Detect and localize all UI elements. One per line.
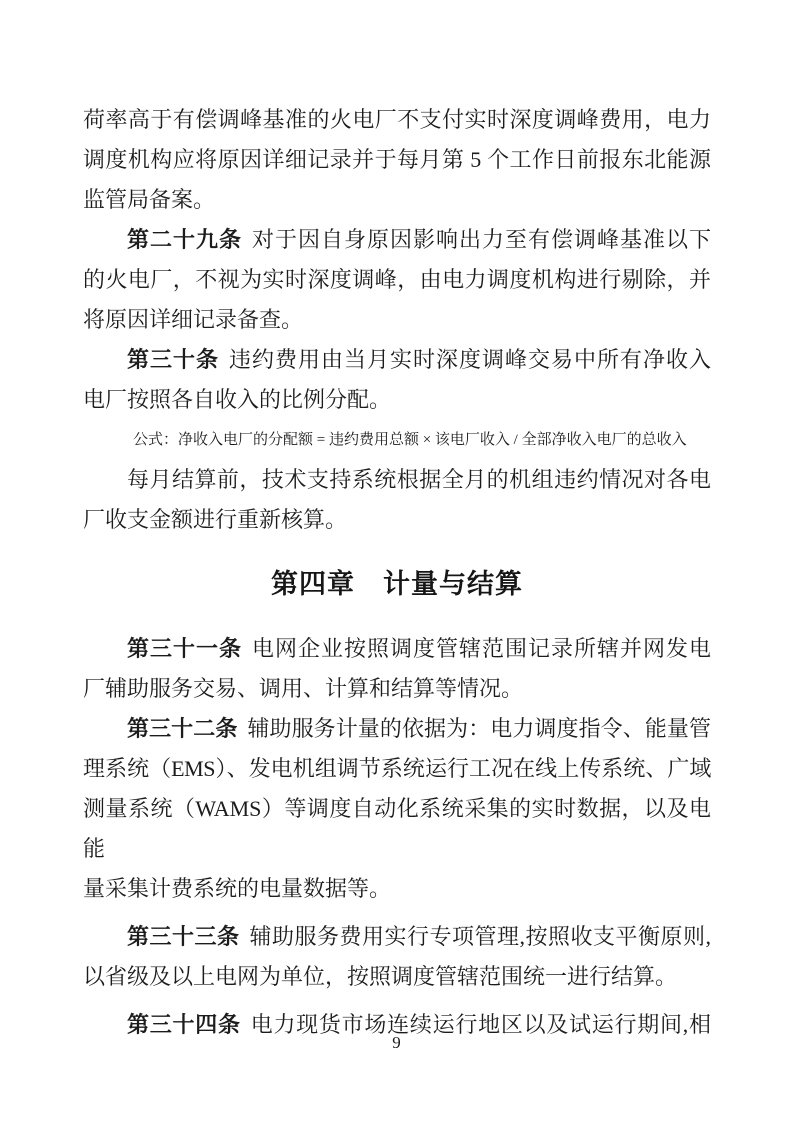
article-label: 第三十条 — [127, 347, 219, 372]
body-text: 对于因自身原因影响出力至有偿调峰基准以下 — [252, 227, 711, 252]
article-label: 第三十三条 — [127, 924, 240, 949]
body-text: 将原因详细记录备查。 — [83, 307, 304, 332]
paragraph-line — [83, 957, 711, 997]
paragraph-line — [83, 749, 711, 789]
page-number: 9 — [392, 1033, 401, 1052]
paragraph-line — [83, 180, 711, 220]
document-body — [83, 100, 711, 1045]
paragraph-line — [83, 629, 711, 669]
paragraph-line — [83, 709, 711, 749]
body-text: 违约费用由当月实时深度调峰交易中所有净收入 — [229, 347, 711, 372]
article-label: 第三十二条 — [127, 716, 238, 741]
paragraph-line — [83, 917, 711, 957]
body-text: 的火电厂，不视为实时深度调峰，由电力调度机构进行剔除，并 — [83, 267, 711, 292]
paragraph-line — [83, 300, 711, 340]
formula-text: 公式：净收入电厂的分配额 = 违约费用总额 × 该电厂收入 / 全部净收入电厂的总收入 — [133, 432, 687, 448]
body-text: 辅助服务费用实行专项管理,按照收支平衡原则, — [249, 924, 711, 949]
paragraph-line — [83, 100, 711, 140]
paragraph-line — [83, 140, 711, 180]
body-text: 每月结算前，技术支持系统根据全月的机组违约情况对各电 — [127, 467, 711, 492]
body-text: 辅助服务计量的依据为：电力调度指令、能量管 — [247, 716, 711, 741]
paragraph-line — [83, 460, 711, 500]
body-text: 量采集计费系统的电量数据等。 — [83, 876, 392, 901]
paragraph-line — [83, 340, 711, 380]
body-text: 以省级及以上电网为单位，按照调度管辖范围统一进行结算。 — [83, 964, 678, 989]
paragraph-line — [83, 500, 711, 540]
paragraph-line — [83, 789, 711, 869]
article-label: 第三十四条 — [127, 1012, 241, 1037]
formula-line — [83, 420, 711, 460]
body-text: 电厂按照各自收入的比例分配。 — [83, 387, 392, 412]
body-text: 厂收支金额进行重新核算。 — [83, 507, 348, 532]
article-label: 第二十九条 — [127, 227, 242, 252]
paragraph-line — [83, 220, 711, 260]
body-text: 测量系统（WAMS）等调度自动化系统采集的实时数据，以及电能 — [83, 796, 711, 861]
paragraph-line — [83, 260, 711, 300]
body-text: 调度机构应将原因详细记录并于每月第 5 个工作日前报东北能源 — [83, 147, 711, 172]
body-text: 电力现货市场连续运行地区以及试运行期间,相 — [250, 1012, 711, 1037]
body-text: 监管局备案。 — [83, 187, 216, 212]
article-label: 第三十一条 — [127, 636, 242, 661]
body-text: 电网企业按照调度管辖范围记录所辖并网发电 — [252, 636, 711, 661]
paragraph-line — [83, 669, 711, 709]
paragraph-line — [83, 869, 711, 909]
chapter-heading: 第四章 计量与结算 — [271, 569, 523, 599]
body-text: 荷率高于有偿调峰基准的火电厂不支付实时深度调峰费用，电力 — [83, 107, 711, 132]
body-text: 厂辅助服务交易、调用、计算和结算等情况。 — [83, 676, 524, 701]
paragraph-line — [83, 380, 711, 420]
body-text: 理系统（EMS）、发电机组调节系统运行工况在线上传系统、广域 — [83, 756, 711, 781]
